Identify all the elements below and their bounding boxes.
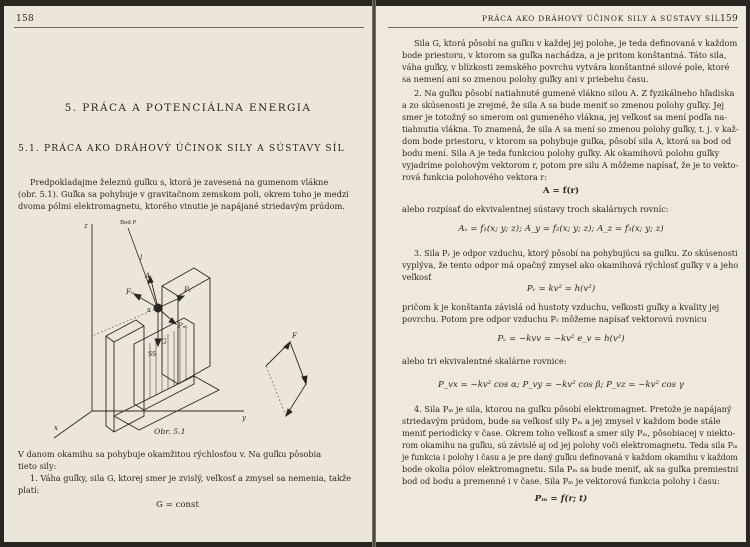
- body-line: 1. Váha guľky, sila G, ktorej smer je zvislý, veľkosť a zmysel sa nemenia, takže: [30, 473, 352, 483]
- equation-g: G = const: [156, 500, 199, 510]
- body-line: 2. Na guľku pôsobí natiahnuté gumené vlákno silou A. Z fyzikálneho hľadiska: [414, 88, 735, 98]
- right-page-number: 159: [720, 14, 739, 24]
- body-line: pričom k je konštanta závislá od hustoty vzduchu, veľkosti guľky a kvality jej: [402, 302, 720, 312]
- body-line: dvoma pólmi elektromagnetu, ktorého vinutie je napájané striedavým prúdom.: [18, 201, 345, 211]
- equation-pv: Pᵥ = kv² = h(v²): [526, 284, 596, 294]
- body-line: (obr. 5.1). Guľka sa pohybuje v gravitačnom zemskom poli, okrem toho je medzi: [18, 189, 349, 199]
- body-line: tieto sily:: [18, 461, 57, 471]
- body-line: striedavým prúdom, bude sa veľkosť sily Pₘ a jej zmysel v každom bode stále: [402, 416, 721, 426]
- left-header-rule: [14, 27, 364, 28]
- label-g: G: [161, 338, 167, 346]
- body-line: bod od bodu a premenné i v čase. Sila Pₘ je vektorová funkcia polohy i času:: [402, 476, 720, 486]
- equation-pm: Pₘ = f(r; t): [534, 494, 588, 504]
- label-pv: Pᵥ: [184, 286, 192, 294]
- electromagnet-coil: [134, 318, 194, 410]
- section-title: 5.1. PRÁCA AKO DRÁHOVÝ ÚČINOK SILY A SÚSTAVY SÍL: [18, 143, 345, 154]
- body-line: platí:: [18, 485, 40, 495]
- body-line: Predpokladajme železnú guľku s, ktorá je zavesená na gumenom vlákne: [30, 177, 329, 187]
- body-line: váha guľky, v blízkosti zemského povrchu vytvára konštantné silové pole, ktoré: [402, 62, 730, 72]
- chapter-title: 5. PRÁCA A POTENCIÁLNA ENERGIA: [64, 102, 312, 114]
- label-pm: Pₘ: [178, 322, 188, 330]
- body-line: alebo rozpísať do ekvivalentnej sústavy troch skalárnych rovníc:: [402, 204, 669, 214]
- body-line: vyplýva, že tento odpor má opačný zmysel ako okamihová rýchlosť guľky v a jeho: [402, 260, 739, 270]
- magnet-left-block: [106, 320, 144, 432]
- figure-5-1: [44, 216, 334, 444]
- body-line: je funkcia i polohy i času a je pre daný guľku definovaná v každom okamihu v každom: [402, 452, 738, 462]
- body-line: veľkosť: [402, 272, 432, 282]
- body-line: Sila G, ktorá pôsobí na guľku v každej jej polohe, je teda definovaná v každom: [414, 38, 738, 48]
- body-line: V danom okamihu sa pohybuje okamžitou rýchlosťou v. Na guľku pôsobia: [18, 449, 322, 459]
- body-line: dom bode priestoru, v ktorom sa pohybuje guľka, pôsobí sila A, ktorá sa bod od: [402, 136, 732, 146]
- label-y: y: [242, 414, 246, 422]
- running-header: PRÁCA AKO DRÁHOVÝ ÚČINOK SILY A SÚSTAVY SÍL: [482, 14, 721, 23]
- body-line: 4. Sila Pₘ je sila, ktorou na guľku pôsobí elektromagnet. Pretože je napájaný: [414, 404, 732, 414]
- body-line: vyjadríme polohovým vektorom r, potom pre silu A môžeme napísať, že je to vekto-: [402, 160, 739, 170]
- label-poly-f: F: [292, 332, 297, 340]
- label-x: x: [54, 424, 58, 432]
- left-page: [4, 6, 372, 542]
- equation-a: A = f(r): [542, 186, 580, 196]
- figure-caption: Obr. 5.1: [154, 427, 186, 436]
- magnet-base: [114, 376, 219, 430]
- body-line: rom okamihu na guľku, sú závislé aj od jej polohy voči elektromagnetu. Teda sila Pₘ: [402, 440, 738, 450]
- label-s: s: [147, 306, 151, 314]
- label-a: A: [145, 272, 151, 280]
- body-line: 3. Sila Pᵥ je odpor vzduchu, ktorý pôsobí na pohybujúcu sa guľku. Zo skúsenosti: [414, 248, 738, 258]
- body-line: bode okolia pólov elektromagnetu. Sila Pₘ sa bude meniť, ak sa guľka premiestni: [402, 464, 739, 474]
- label-fo: F₀: [126, 288, 134, 296]
- label-z: z: [84, 222, 88, 230]
- right-header-rule: [388, 27, 738, 28]
- label-l: l: [140, 254, 143, 262]
- body-line: alebo tri ekvivalentné skalárne rovnice:: [402, 356, 567, 366]
- equation-pv-components: P_vx = −kv² cos α; P_vy = −kv² cos β; P_vz = −kv² cos γ: [438, 380, 684, 390]
- equation-pv-vector: Pᵥ = −kvv = −kv² e_v = h(v²): [497, 334, 625, 344]
- right-page: [376, 6, 746, 542]
- label-top: Bod P: [120, 220, 137, 226]
- body-line: bode priestoru, v ktorom sa guľka nachádza, a je pritom konštantná. Táto sila,: [402, 50, 727, 60]
- body-line: meniť periodicky v čase. Okrem toho veľkosť a smer sily Pₘ, pôsobiacej v niekto-: [402, 428, 736, 438]
- x-axis: [54, 411, 92, 438]
- body-line: sa nemení ani so zmenou polohy guľky ani v priebehu času.: [402, 74, 649, 84]
- body-line: tiahnutia vlákna. To znamená, že sila A sa mení so zmenou polohy guľky, t. j. v kaž-: [402, 124, 739, 134]
- body-line: smer je totožný so smerom osi gumeného vlákna, jej veľkosť sa mení podľa na-: [402, 112, 727, 122]
- equation-a-components: Aₓ = f₁(x; y; z); A_y = f₂(x; y; z); A_z = f₃(x; y; z): [458, 224, 664, 234]
- body-line: povrchu. Potom pre odpor vzduchu Pᵥ môžeme napísať vektorovú rovnicu: [402, 314, 707, 324]
- force-polygon: [266, 342, 306, 416]
- body-line: bodu mení. Sila A je teda funkciou polohy guľky. Ak okamihovú polohu guľky: [402, 148, 720, 158]
- body-line: a zo skúsenosti je zrejmé, že sila A sa bude meniť so zmenou polohy guľky. Jej: [402, 100, 725, 110]
- left-page-number: 158: [16, 14, 35, 24]
- body-line: rová funkcia polohového vektora r:: [402, 172, 548, 182]
- label-ss: SS: [148, 351, 157, 358]
